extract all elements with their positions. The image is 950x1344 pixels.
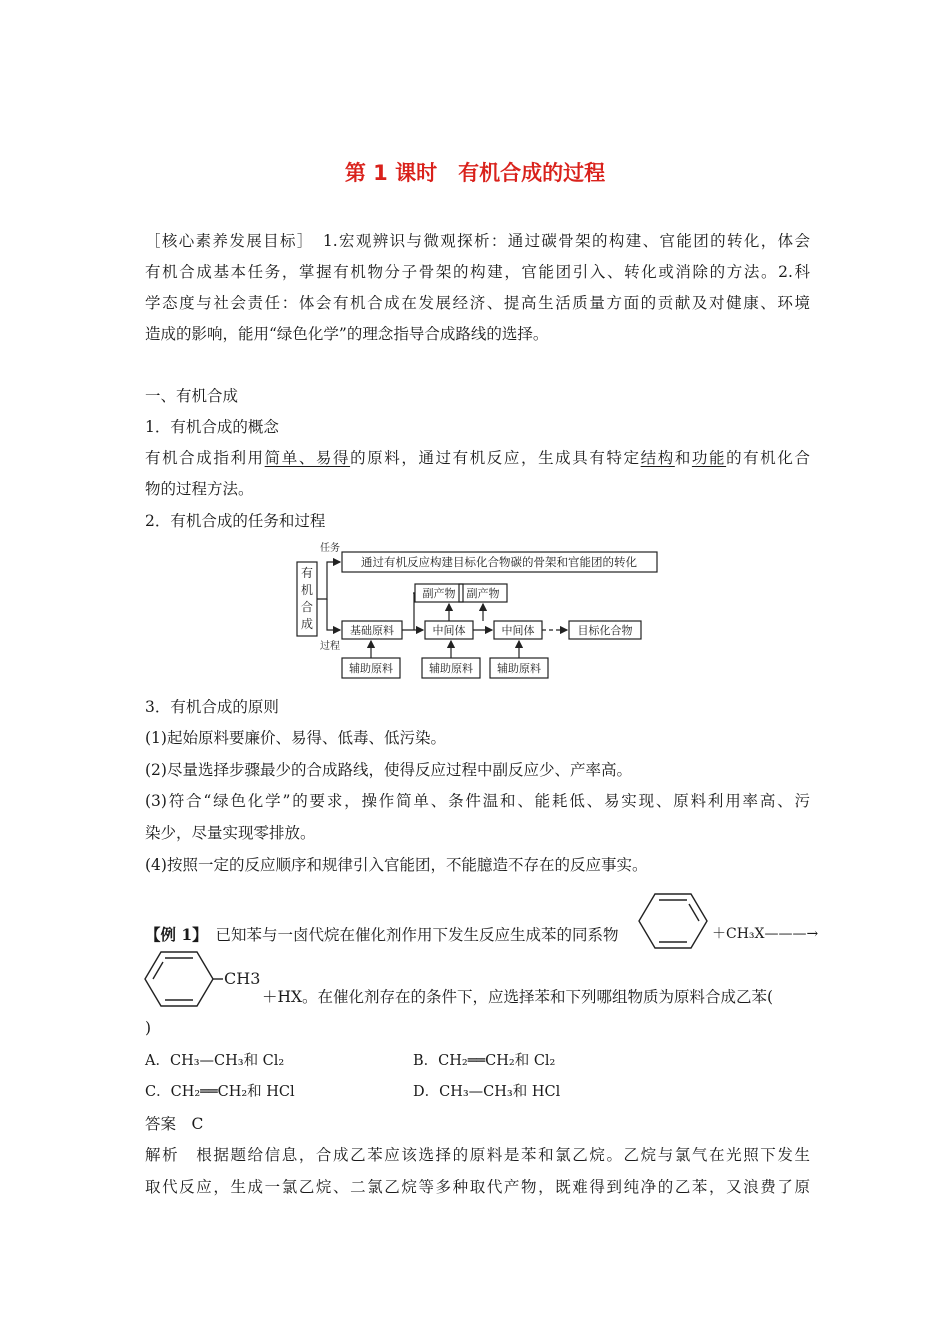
raw-material-box: 基础原料	[350, 624, 394, 637]
aux-material-box-1: 辅助原料	[349, 662, 393, 675]
byproduct-box-2: 副产物	[466, 587, 500, 600]
diagram-vertical-char: 机	[300, 583, 314, 597]
underlined-term: 功能	[691, 449, 727, 467]
analysis-line-2: 取代反应，生成一氯乙烷、二氯乙烷等多种取代产物，既难得到纯净的乙苯，又浪费了原	[145, 1178, 810, 1196]
underlined-term: 结构	[640, 449, 675, 467]
example-stem-line-2: ＋HX。在催化剂存在的条件下，应选择苯和下列哪组物质为原料合成乙苯(	[262, 988, 774, 1006]
benzene-ring-structure	[637, 890, 709, 952]
intermediate-box-1: 中间体	[432, 624, 466, 637]
toluene-structure	[143, 948, 263, 1010]
principle-1: (1)起始原料要廉价、易得、低毒、低污染。	[145, 729, 446, 747]
answer-line	[145, 1109, 203, 1140]
section-heading: 一、有机合成	[145, 387, 239, 405]
principle-4: (4)按照一定的反应顺序和规律引入官能团，不能臆造不存在的反应事实。	[145, 856, 648, 874]
diagram-vertical-char: 有	[300, 566, 314, 580]
aux-material-box-2: 辅助原料	[429, 662, 473, 675]
goals-line-3: 学态度与社会责任：体会有机合成在发展经济、提高生活质量方面的贡献及对健康、环境	[145, 294, 810, 312]
page-title: 第 1 课时 有机合成的过程	[344, 161, 606, 185]
target-compound-box: 目标化合物	[577, 624, 633, 637]
reaction-arrow-reagent: ＋CH₃X———→	[712, 926, 819, 942]
answer-value: C	[191, 1115, 204, 1133]
process-label: 过程	[320, 641, 340, 652]
example-stem-line-1: 【例 1】 已知苯与一卤代烷在催化剂作用下发生反应生成苯的同系物	[145, 925, 619, 944]
goals-line-1: ［核心素养发展目标］ 1.宏观辨识与微观探析：通过碳骨架的构建、官能团的转化，体会	[145, 232, 810, 250]
synthesis-process-diagram	[292, 540, 672, 685]
byproduct-box-1: 副产物	[422, 587, 456, 600]
diagram-vertical-char: 成	[300, 617, 314, 631]
task-label: 任务	[320, 543, 340, 554]
methyl-label: CH3	[224, 969, 261, 988]
example-label: 【例 1】	[145, 925, 200, 944]
option-d: D．CH₃—CH₃和 HCl	[413, 1084, 561, 1100]
analysis-line-1: 解析 根据题给信息，合成乙苯应该选择的原料是苯和氯乙烷。乙烷与氯气在光照下发生	[145, 1146, 810, 1164]
definition-line-2: 物的过程方法。	[145, 480, 254, 498]
principle-4-line-2: 染少，尽量实现零排放。	[145, 824, 316, 842]
task-box-text: 通过有机反应构建目标化合物碳的骨架和官能团的转化	[361, 555, 637, 569]
intermediate-box-2: 中间体	[501, 624, 535, 637]
option-c: C．CH₂══CH₂和 HCl	[145, 1084, 295, 1100]
item-1-title: 1．有机合成的概念	[145, 418, 279, 436]
answer-label: 答案	[145, 1115, 177, 1133]
definition-line-1: 有机合成指利用简单、易得的原料，通过有机反应，生成具有特定结构和功能的有机化合	[145, 449, 810, 467]
item-2-title: 2．有机合成的任务和过程	[145, 512, 326, 530]
option-b: B．CH₂══CH₂和 Cl₂	[413, 1053, 556, 1069]
underlined-term: 简单、易得	[264, 449, 351, 467]
diagram-vertical-char: 合	[300, 600, 314, 614]
example-stem-paren: )	[145, 1019, 152, 1037]
goals-line-4: 造成的影响，能用“绿色化学”的理念指导合成路线的选择。	[145, 325, 549, 343]
aux-material-box-3: 辅助原料	[497, 662, 541, 675]
principle-3-line-1: (3)符合“绿色化学”的要求，操作简单、条件温和、能耗低、易实现、原料利用率高、污	[145, 792, 810, 810]
option-a: A．CH₃—CH₃和 Cl₂	[145, 1053, 285, 1069]
analysis-label: 解析	[145, 1146, 180, 1164]
item-3-title: 3．有机合成的原则	[145, 698, 279, 716]
principle-2: (2)尽量选择步骤最少的合成路线，使得反应过程中副反应少、产率高。	[145, 761, 632, 779]
goals-line-2: 有机合成基本任务，掌握有机物分子骨架的构建，官能团引入、转化或消除的方法。2.科	[145, 263, 810, 281]
